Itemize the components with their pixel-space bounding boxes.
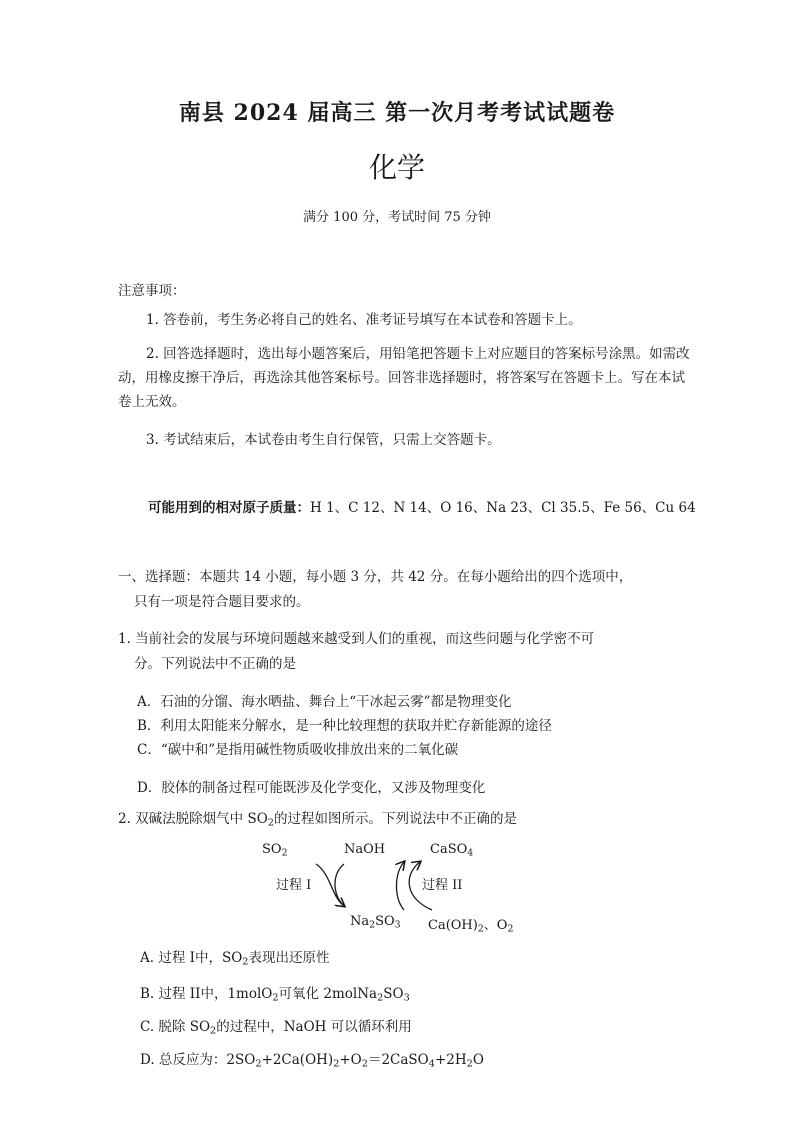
label-process-2: 过程 II — [422, 878, 463, 893]
notice-item-1: 1. 答卷前，考生务必将自己的姓名、准考证号填写在本试卷和答题卡上。 — [146, 312, 582, 328]
q2-option-b: B. 过程 II中，1molO$_2$可氧化 $2molNa_2SO_3$ — [140, 986, 410, 1004]
exam-title: 南县 2024 届高三 第一次月考考试试题卷 — [178, 100, 616, 126]
notice-heading: 注意事项： — [118, 283, 186, 299]
q1-stem-line2: 分。下列说法中不正确的是 — [134, 656, 296, 672]
label-caoh2-o2: $Ca(OH)_2$、$O_2$ — [428, 918, 514, 935]
arrow-process-1-naoh — [335, 864, 344, 906]
subject-title: 化学 — [368, 151, 425, 184]
q1-option-b: B．利用太阳能来分解水，是一种比较理想的获取并贮存新能源的途径 — [137, 718, 552, 734]
label-na2so3: $Na_2SO_3$ — [350, 914, 401, 931]
label-naoh: NaOH — [344, 842, 386, 857]
label-caso4: CaSO$_4$ — [430, 842, 474, 859]
atomic-masses — [148, 496, 696, 516]
q2-option-a: A. 过程 I中，$SO_2$表现出还原性 — [140, 950, 330, 968]
q2-option-c: C. 脱除 $SO_2$的过程中，NaOH 可以循环利用 — [140, 1019, 412, 1037]
arrow-process-2-out — [397, 862, 405, 910]
section-heading-line1: 一、选择题：本题共 14 小题，每小题 3 分，共 42 分。在每小题给出的四个选项中， — [118, 569, 633, 585]
label-so2: $SO_2$ — [262, 842, 288, 859]
q2-stem: 2. 双碱法脱除烟气中 $SO_2$的过程如图所示。下列说法中不正确的是 — [118, 811, 517, 829]
atomic-masses-label: 可能用到的相对原子质量： — [148, 500, 310, 516]
arrow-process-1-in — [316, 864, 344, 906]
q1-option-a: A．石油的分馏、海水晒盐、舞台上“干冰起云雾”都是物理变化 — [137, 694, 512, 710]
label-process-1: 过程 I — [276, 878, 312, 893]
notice-item-2: 2. 回答选择题时，选出每小题答案后，用铅笔把答题卡上对应题目的答案标号涂黑。如需改动，用橡皮擦干净后，再选涂其他答案标号。回答非选择题时，将答案写在答题卡上。写在本试卷上无效。 — [118, 346, 690, 410]
notice-item-3: 3. 考试结束后，本试卷由考生自行保管，只需上交答题卡。 — [146, 432, 501, 448]
section-heading-line2: 只有一项是符合题目要求的。 — [134, 594, 310, 610]
atomic-masses-values: H 1、C 12、N 14、O 16、Na 23、Cl 35.5、Fe 56、Cu 64 — [310, 500, 696, 516]
exam-info: 满分 100 分，考试时间 75 分钟 — [303, 210, 491, 225]
q1-option-c: C．“碳中和”是指用碱性物质吸收排放出来的二氧化碳 — [137, 742, 459, 758]
q1-stem-line1: 1. 当前社会的发展与环境问题越来越受到人们的重视，而这些问题与化学密不可 — [118, 631, 595, 647]
q2-option-d: D. 总反应为：$2SO_2+2Ca(OH)_2+O_2=2CaSO_4+2H_2O$ — [140, 1052, 484, 1070]
q1-option-d: D．胶体的制备过程可能既涉及化学变化，又涉及物理变化 — [137, 780, 486, 796]
